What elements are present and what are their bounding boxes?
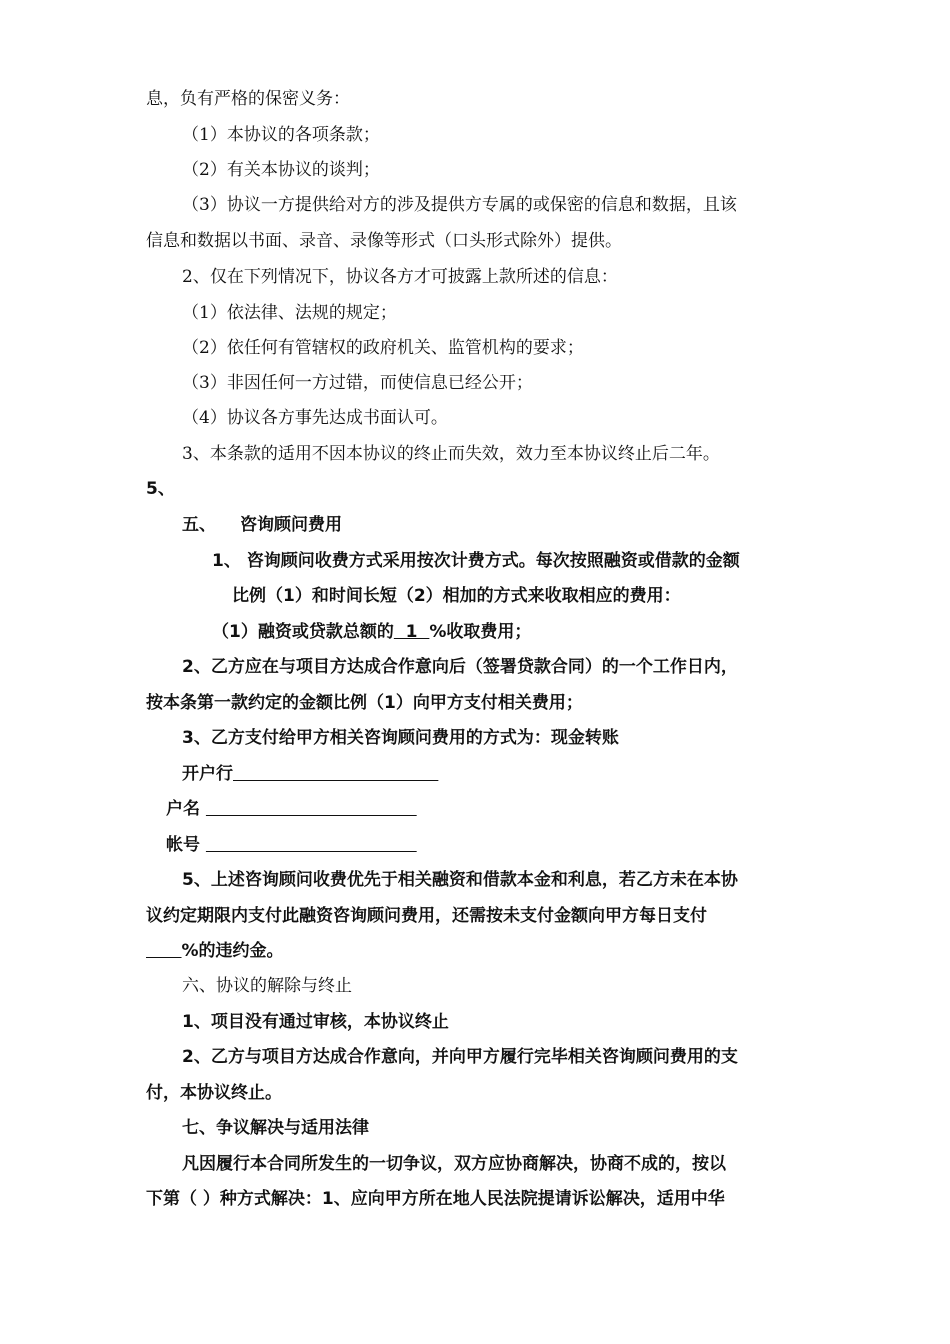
- account-name-label: 户名: [166, 799, 200, 819]
- penalty-blank: [146, 941, 182, 961]
- termination-clause-1: 1、项目没有通过审核，本协议终止: [182, 1012, 449, 1032]
- bank-line: [182, 763, 438, 785]
- dispute-line-1: 凡因履行本合同所发生的一切争议，双方应协商解决，协商不成的，按以: [182, 1154, 726, 1174]
- disclosure-item-1: （1）依法律、法规的规定；: [182, 303, 397, 323]
- fee-clause-2-line-2: 按本条第一款约定的金额比例（1）向甲方支付相关费用；: [146, 693, 583, 713]
- penalty-suffix: %的违约金。: [181, 941, 284, 961]
- bank-blank: [233, 764, 438, 784]
- disclosure-intro: 2、仅在下列情况下，协议各方才可披露上款所述的信息：: [182, 267, 618, 287]
- confidential-item-2: （2）有关本协议的谈判；: [182, 160, 380, 180]
- text-line: 息，负有严格的保密义务：: [146, 89, 350, 109]
- confidential-item-3-line-2: 信息和数据以书面、录音、录像等形式（口头形式除外）提供。: [146, 231, 622, 251]
- stray-number: 5、: [146, 479, 175, 499]
- fee-clause-3: 3、乙方支付给甲方相关咨询顾问费用的方式为：现金转账: [182, 728, 619, 748]
- fee-clause-1-line-1: 1、 咨询顾问收费方式采用按次计费方式。每次按照融资或借款的金额: [212, 551, 740, 571]
- fee-clause-1-line-2: 比例（1）和时间长短（2）相加的方式来收取相应的费用：: [232, 586, 681, 606]
- fee-clause-5-line-1: 5、上述咨询顾问收费优先于相关融资和借款本金和利息，若乙方未在本协: [182, 870, 738, 890]
- dispute-line-2: 下第（ ）种方式解决：1、应向甲方所在地人民法院提请诉讼解决，适用中华: [146, 1189, 725, 1209]
- survival-clause: 3、本条款的适用不因本协议的终止而失效，效力至本协议终止后二年。: [182, 444, 720, 464]
- fee-rate-line: [212, 621, 531, 643]
- termination-clause-2-line-1: 2、乙方与项目方达成合作意向，并向甲方履行完毕相关咨询顾问费用的支: [182, 1047, 738, 1067]
- bank-label: 开户行: [182, 764, 233, 784]
- fee-rate-value: 1: [393, 622, 430, 642]
- disclosure-item-4: （4）协议各方事先达成书面认可。: [182, 408, 448, 428]
- section-seven-heading: 七、争议解决与适用法律: [182, 1118, 369, 1138]
- confidential-item-3-line-1: （3）协议一方提供给对方的涉及提供方专属的或保密的信息和数据，且该: [182, 195, 737, 215]
- account-number-blank: [206, 835, 417, 855]
- section-title: 咨询顾问费用: [240, 515, 342, 535]
- section-five-heading: [182, 514, 342, 536]
- disclosure-item-2: （2）依任何有管辖权的政府机关、监管机构的要求；: [182, 338, 584, 358]
- fee-clause-5-line-2: 议约定期限内支付此融资咨询顾问费用，还需按未支付金额向甲方每日支付: [146, 906, 707, 926]
- account-name-line: [166, 798, 417, 820]
- fee-clause-5-line-3: [146, 940, 284, 962]
- fee-clause-2-line-1: 2、乙方应在与项目方达成合作意向后（签署贷款合同）的一个工作日内，: [182, 657, 738, 677]
- confidential-item-1: （1）本协议的各项条款；: [182, 125, 380, 145]
- account-name-blank: [206, 799, 417, 819]
- account-number-line: [166, 834, 417, 856]
- fee-rate-prefix: （1）融资或贷款总额的: [212, 622, 394, 642]
- termination-clause-2-line-2: 付，本协议终止。: [146, 1083, 282, 1103]
- section-number: 五、: [182, 515, 216, 535]
- section-six-heading: 六、协议的解除与终止: [182, 976, 352, 996]
- account-number-label: 帐号: [166, 835, 200, 855]
- fee-rate-suffix: %收取费用；: [429, 622, 532, 642]
- disclosure-item-3: （3）非因任何一方过错，而使信息已经公开；: [182, 373, 533, 393]
